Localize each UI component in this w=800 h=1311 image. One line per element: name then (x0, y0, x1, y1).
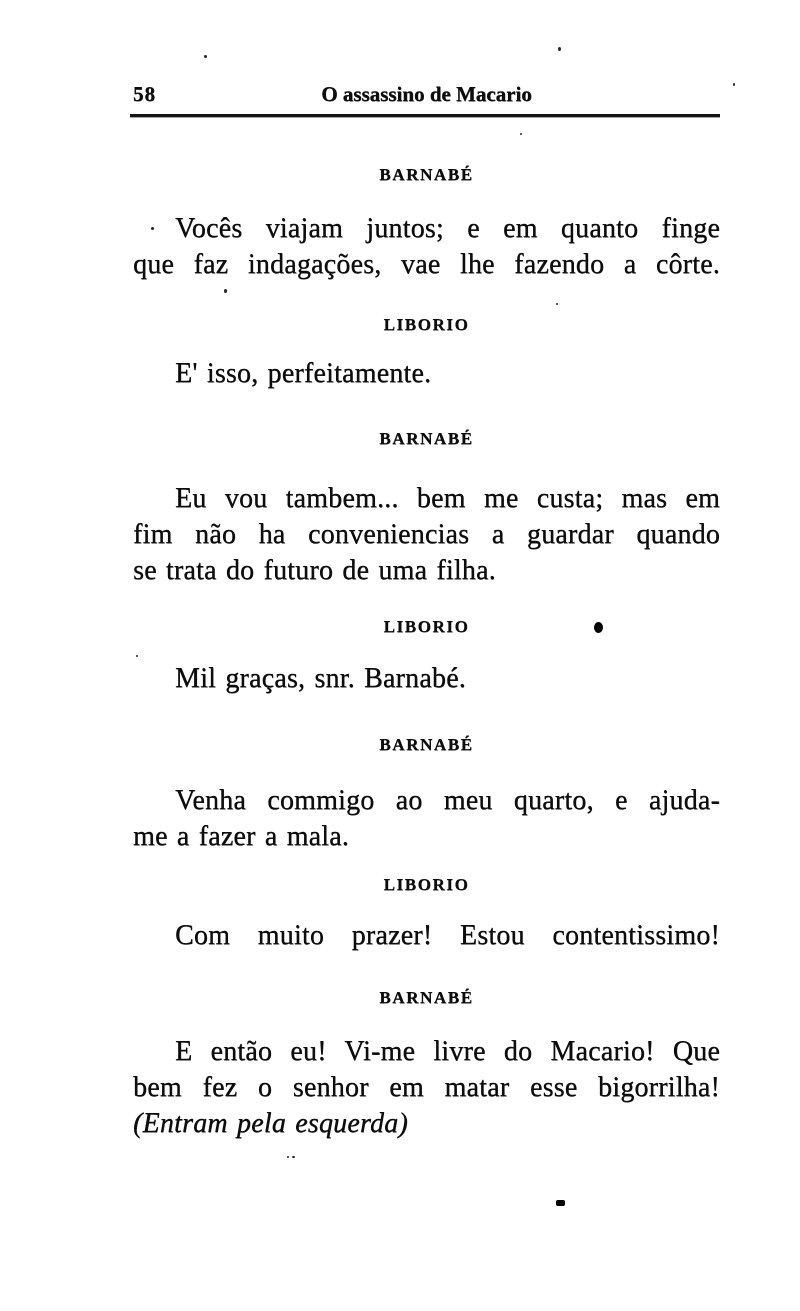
dialogue-line: Mil graças, snr. Barnabé. (175, 663, 466, 694)
scan-speck (204, 55, 207, 58)
scan-speck (287, 1156, 289, 1158)
speaker-label: LIBORIO (383, 617, 470, 636)
dialogue-line: se trata do futuro de uma filha. (133, 555, 496, 586)
speech-paragraph (133, 918, 720, 954)
dialogue-line: Eu vou tambem... bem me custa; mas em (175, 483, 720, 514)
speech-paragraph (133, 783, 720, 855)
dialogue-line: fim não ha conveniencias a guardar quando (133, 519, 720, 550)
dialogue-line: bem fez o senhor em matar esse bigorrilha! (133, 1072, 720, 1103)
running-title: O assassino de Macario (321, 82, 532, 106)
speech-paragraph (133, 661, 720, 697)
speech-paragraph (133, 211, 720, 283)
scan-speck (136, 655, 138, 657)
speech-paragraph (133, 481, 720, 589)
scan-speck (224, 289, 227, 293)
speaker-label: LIBORIO (383, 315, 470, 334)
speech-paragraph (133, 1034, 720, 1142)
page-number: 58 (133, 82, 156, 106)
ink-blot (594, 622, 603, 633)
speaker-label: BARNABÉ (379, 429, 474, 448)
speaker-label: BARNABÉ (379, 988, 474, 1007)
dialogue-line: me a fazer a mala. (133, 821, 350, 852)
dialogue-line: Com muito prazer! Estou contentissimo! (175, 920, 720, 951)
scan-speck (733, 83, 735, 86)
dialogue-line: Vocês viajam juntos; e em quanto finge (175, 213, 720, 244)
scan-speck (558, 47, 561, 51)
stage-direction: (Entram pela esquerda) (133, 1108, 408, 1139)
scan-speck (151, 227, 154, 230)
scan-speck (520, 133, 522, 135)
dialogue-line: que faz indagações, vae lhe fazendo a côrte. (133, 249, 720, 280)
speaker-label: LIBORIO (383, 875, 470, 894)
scan-speck (556, 303, 558, 305)
dialogue-line: E então eu! Vi-me livre do Macario! Que (175, 1036, 720, 1067)
speaker-label: BARNABÉ (379, 735, 474, 754)
speaker-label: BARNABÉ (379, 165, 474, 184)
scan-speck (292, 1156, 295, 1158)
ink-blot (556, 1200, 565, 1206)
page-header (133, 82, 720, 108)
header-rule (130, 114, 720, 117)
dialogue-line: Venha commigo ao meu quarto, e ajuda- (175, 785, 720, 816)
dialogue-line: E' isso, perfeitamente. (175, 358, 432, 389)
speech-paragraph (133, 356, 720, 392)
